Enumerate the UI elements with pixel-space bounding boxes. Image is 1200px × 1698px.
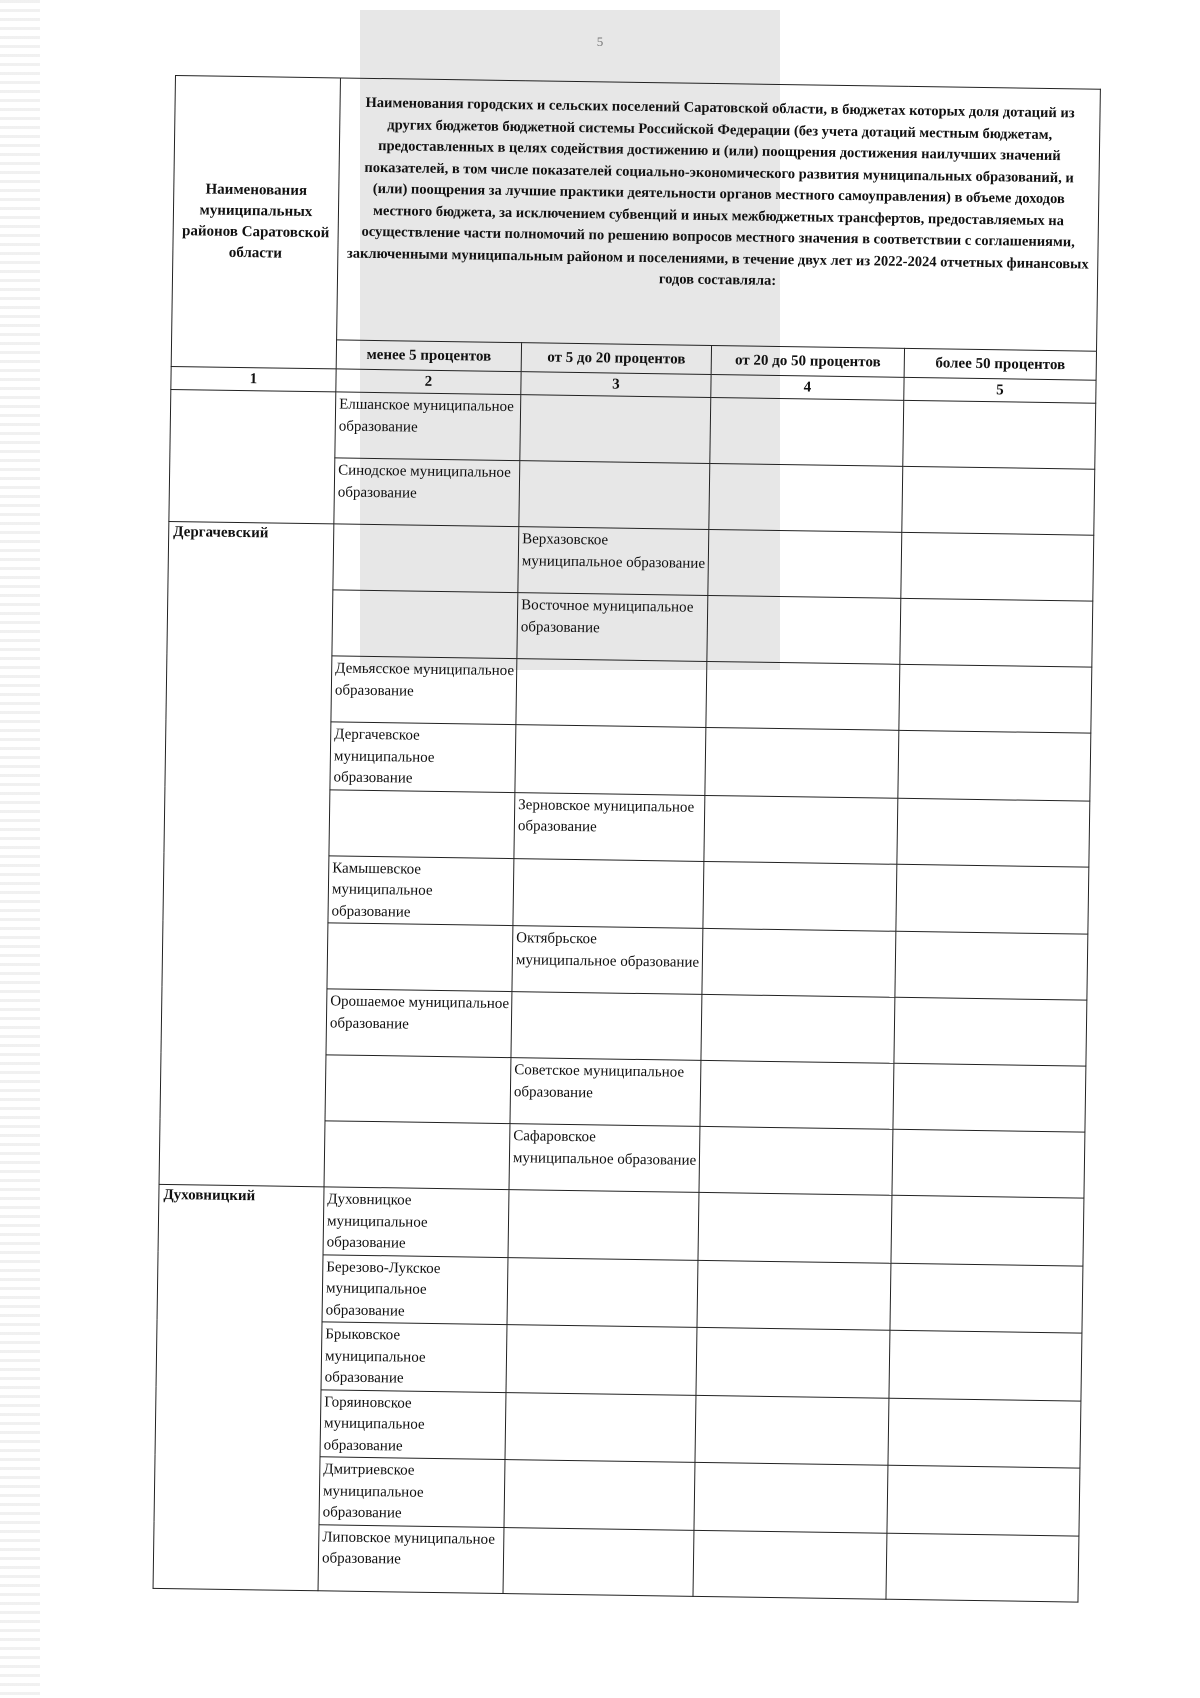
col-number: 5 (904, 377, 1096, 403)
settlement-cell: Демьясское муниципальное образование (331, 656, 517, 725)
empty-cell (696, 1327, 890, 1397)
settlement-cell: Березово-Лукское муниципальное образование (322, 1254, 508, 1324)
settlement-cell: Советское муниципальное образование (510, 1058, 701, 1127)
settlement-cell: Синодское муниципальное образование (334, 458, 520, 527)
empty-cell (706, 661, 900, 730)
settlement-cell: Дмитриевское муниципальное образование (319, 1457, 505, 1527)
settlement-cell (503, 1527, 694, 1596)
settlement-cell (504, 1460, 695, 1530)
empty-cell (901, 532, 1094, 601)
empty-cell (701, 994, 895, 1063)
empty-cell (898, 730, 1091, 800)
col-number: 1 (171, 366, 336, 391)
header-over-50: более 50 процентов (904, 348, 1096, 380)
header-5-20: от 5 до 20 процентов (521, 343, 711, 375)
document-sheet (153, 75, 1100, 1602)
settlement-cell (515, 725, 706, 795)
settlement-cell (506, 1325, 697, 1395)
empty-cell (902, 466, 1095, 535)
settlement-cell (511, 992, 702, 1061)
empty-cell (708, 529, 902, 598)
empty-cell (895, 931, 1088, 1000)
empty-cell (903, 400, 1096, 469)
settlement-cell (333, 524, 519, 593)
empty-cell (704, 795, 898, 864)
table-row (158, 1184, 1084, 1265)
settlement-cell: Дергачевское муниципальное образование (330, 722, 516, 792)
settlement-cell: Сафаровское муниципальное образование (509, 1124, 700, 1193)
empty-cell (705, 727, 899, 797)
settlement-cell (513, 858, 704, 928)
empty-cell (887, 1465, 1080, 1535)
settlement-cell (516, 659, 707, 728)
settlement-cell (324, 1121, 510, 1190)
table-row (170, 389, 1096, 469)
settlement-cell (332, 590, 518, 659)
settlement-cell (508, 1190, 699, 1260)
settlement-cell: Камышевское муниципальное образование (328, 855, 514, 925)
empty-cell (699, 1126, 893, 1195)
settlement-cell: Брыковское муниципальное образование (321, 1322, 507, 1392)
col-number: 3 (521, 372, 711, 398)
table-row (168, 521, 1094, 601)
settlement-cell (505, 1392, 696, 1462)
page-number: 5 (596, 34, 604, 49)
empty-cell (890, 1263, 1083, 1333)
settlement-cell (329, 789, 515, 858)
settlement-cell: Верхазовское муниципальное образование (518, 527, 709, 596)
settlement-cell: Липовское муниципальное образование (318, 1524, 504, 1593)
header-less-5: менее 5 процентов (336, 340, 521, 372)
settlement-cell (507, 1257, 698, 1327)
settlement-cell: Духовницкое муниципальное образование (323, 1187, 509, 1257)
empty-cell (703, 861, 897, 931)
settlement-cell (327, 923, 513, 992)
empty-cell (893, 1063, 1086, 1132)
empty-cell (886, 1533, 1079, 1602)
empty-cell (710, 397, 904, 466)
empty-cell (896, 864, 1089, 934)
empty-cell (894, 997, 1087, 1066)
district-dergachevsky: Дергачевский (159, 521, 334, 1186)
empty-cell (695, 1395, 889, 1465)
settlement-cell: Октябрьское муниципальное образование (512, 926, 703, 995)
empty-cell (702, 928, 896, 997)
header-main-column: Наименования городских и сельских поселений Саратовской области, в бюджетах которых доля дотаций из других бюджетов бюджетной системы Российской Федерации (без учета дотаций местным бюджетам, предоставленных в целях содействия достижению и (или) поощрения достижения наилучших значений показателей, в том числе показателей социально-экономического развития муниципальных образований, и (или) поощрения за лучшие практики деятельности органов местного самоуправления) в объеме доходов местного бюджета, за исключением субвенций и иных межбюджетных трансфертов, предоставляемых на осуществление части полномочий по решению вопросов местного значения в соответствии с соглашениями, заключенными муниципальным районом и поселениями, в течение двух лет из 2022-2024 отчетных финансовых годов составляла: (337, 78, 1101, 351)
empty-cell (889, 1330, 1082, 1400)
empty-cell (900, 598, 1093, 667)
settlement-cell: Зерновское муниципальное образование (514, 792, 705, 861)
settlement-cell: Восточное муниципальное образование (517, 593, 708, 662)
header-district-column: Наименования муниципальных районов Саратовской области (171, 76, 340, 369)
empty-cell (697, 1260, 891, 1330)
empty-cell (707, 595, 901, 664)
empty-cell (694, 1462, 888, 1532)
settlement-cell (520, 395, 711, 464)
scan-edge-noise (0, 0, 40, 1698)
settlements-table (153, 75, 1101, 1602)
district-dukhovnitsky: Духовницкий (153, 1184, 324, 1590)
settlement-cell: Елшанское муниципальное образование (335, 392, 521, 461)
empty-cell (698, 1192, 892, 1262)
empty-cell (899, 664, 1092, 733)
settlement-cell (325, 1055, 511, 1124)
empty-cell (709, 463, 903, 532)
settlement-cell: Горяиновское муниципальное образование (320, 1389, 506, 1459)
empty-cell (897, 798, 1090, 867)
settlement-cell: Орошаемое муниципальное образование (326, 989, 512, 1058)
district-cell-continued (169, 389, 336, 523)
header-20-50: от 20 до 50 процентов (711, 345, 904, 377)
empty-cell (891, 1195, 1084, 1265)
col-number: 2 (336, 369, 521, 395)
settlement-cell (519, 461, 710, 530)
empty-cell (892, 1129, 1085, 1198)
empty-cell (693, 1530, 887, 1599)
empty-cell (888, 1398, 1081, 1468)
empty-cell (700, 1060, 894, 1129)
col-number: 4 (711, 374, 904, 400)
